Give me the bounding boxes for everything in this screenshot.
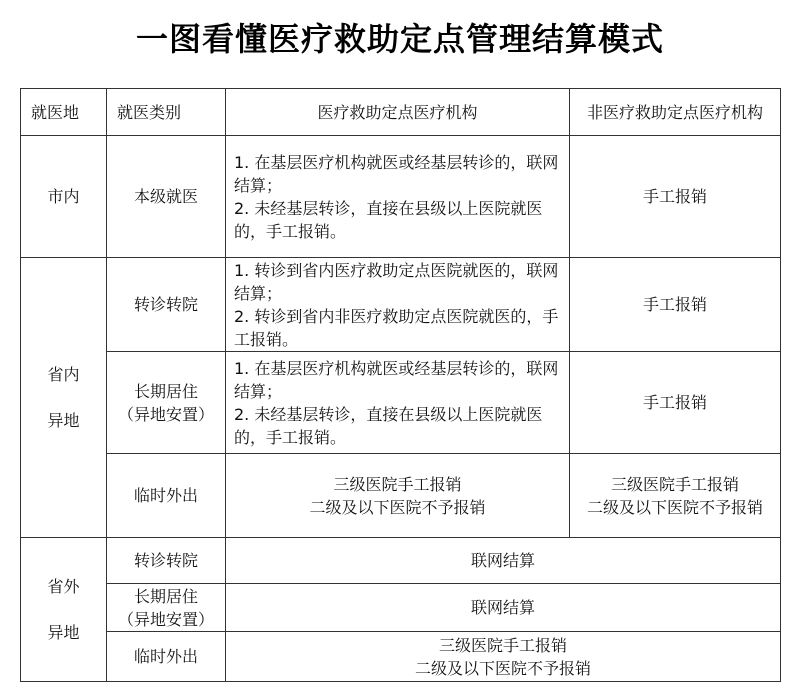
- result-cell: [226, 632, 781, 682]
- result-cell: 联网结算: [226, 538, 781, 584]
- table-row: [21, 258, 781, 352]
- header-category: 就医类别: [107, 89, 226, 136]
- category-line: 长期居住: [133, 381, 198, 401]
- table-row: [21, 454, 781, 538]
- rule-text: 2. 未经基层转诊，直接在县级以上医院就医的，手工报销。: [234, 404, 543, 447]
- rule-text: 2. 转诊到省内非医疗救助定点医院就医的，手工报销。: [234, 306, 559, 349]
- result-cell: 联网结算: [226, 584, 781, 632]
- region-cell: [21, 538, 107, 682]
- table-row: [21, 352, 781, 454]
- region-line: 异地: [47, 622, 80, 642]
- non-designated-cell: 手工报销: [570, 136, 781, 258]
- designated-cell: [226, 136, 570, 258]
- category-cell: 临时外出: [107, 632, 226, 682]
- rule-text: 三级医院手工报销: [333, 474, 462, 494]
- category-line: （异地安置）: [117, 609, 214, 629]
- designated-cell: [226, 352, 570, 454]
- header-designated: 医疗救助定点医疗机构: [226, 89, 570, 136]
- designated-cell: [226, 258, 570, 352]
- region-line: 省内: [47, 364, 80, 384]
- non-designated-cell: 手工报销: [570, 258, 781, 352]
- rule-text: 1. 在基层医疗机构就医或经基层转诊的，联网结算；: [234, 152, 559, 195]
- region-cell: 市内: [21, 136, 107, 258]
- header-location: 就医地: [21, 89, 107, 136]
- rule-text: 二级及以下医院不予报销: [586, 497, 763, 517]
- header-row: [21, 89, 781, 136]
- region-line: 异地: [47, 410, 80, 430]
- rule-text: 2. 未经基层转诊，直接在县级以上医院就医的，手工报销。: [234, 198, 543, 241]
- category-cell: 临时外出: [107, 454, 226, 538]
- table-row: [21, 136, 781, 258]
- rule-text: 二级及以下医院不予报销: [309, 497, 486, 517]
- region-line: 省外: [47, 576, 80, 596]
- designated-cell: [226, 454, 570, 538]
- category-line: （异地安置）: [117, 404, 214, 424]
- non-designated-cell: [570, 454, 781, 538]
- header-non-designated: 非医疗救助定点医疗机构: [570, 89, 781, 136]
- rule-text: 二级及以下医院不予报销: [414, 658, 591, 678]
- category-line: 长期居住: [133, 586, 198, 606]
- table-row: [21, 584, 781, 632]
- rule-text: 1. 转诊到省内医疗救助定点医院就医的，联网结算；: [234, 260, 559, 303]
- rule-text: 三级医院手工报销: [438, 635, 567, 655]
- table-row: [21, 538, 781, 584]
- non-designated-cell: 手工报销: [570, 352, 781, 454]
- category-cell: 本级就医: [107, 136, 226, 258]
- settlement-mode-table: [20, 88, 781, 682]
- rule-text: 三级医院手工报销: [610, 474, 739, 494]
- category-cell: 转诊转院: [107, 258, 226, 352]
- rule-text: 1. 在基层医疗机构就医或经基层转诊的，联网结算；: [234, 358, 559, 401]
- category-cell: 转诊转院: [107, 538, 226, 584]
- category-cell: [107, 584, 226, 632]
- table-row: [21, 632, 781, 682]
- page-title: 一图看懂医疗救助定点管理结算模式: [135, 20, 664, 58]
- region-cell: [21, 258, 107, 538]
- category-cell: [107, 352, 226, 454]
